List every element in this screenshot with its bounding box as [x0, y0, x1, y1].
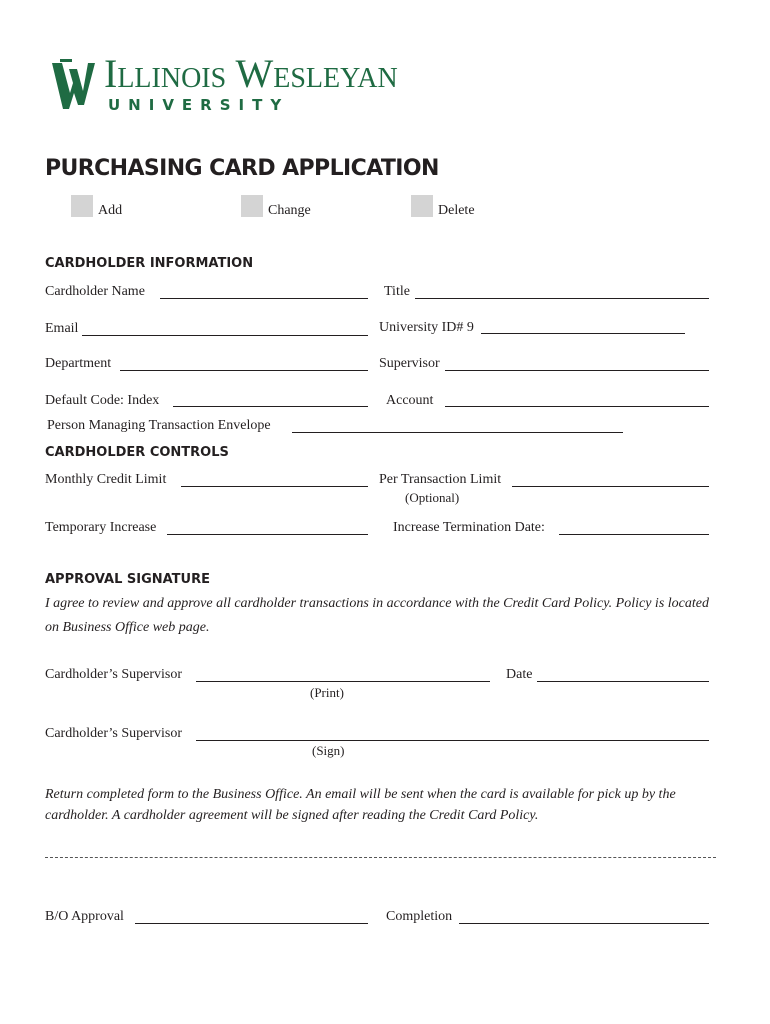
university-logo-mark [50, 57, 96, 109]
cardholder-name-label: Cardholder Name [45, 284, 145, 299]
cardholder-name-field[interactable] [160, 298, 368, 299]
approval-statement-line2: on Business Office web page. [45, 620, 210, 635]
university-id-label: University ID# 9 [379, 320, 474, 335]
email-label: Email [45, 321, 79, 336]
date-field[interactable] [537, 681, 709, 682]
per-transaction-limit-label: Per Transaction Limit [379, 472, 502, 487]
delete-checkbox[interactable] [411, 195, 433, 217]
title-field[interactable] [415, 298, 709, 299]
title-label: Title [384, 284, 410, 299]
optional-note: (Optional) [405, 490, 460, 505]
termination-date-label: Increase Termination Date: [393, 520, 545, 535]
termination-date-field[interactable] [559, 534, 709, 535]
department-label: Department [45, 356, 112, 371]
bo-approval-field[interactable] [135, 923, 368, 924]
approval-signature-heading: APPROVAL SIGNATURE [45, 572, 210, 587]
sign-note: (Sign) [312, 743, 345, 758]
account-label: Account [386, 393, 434, 408]
completion-field[interactable] [459, 923, 709, 924]
supervisor-print-label: Cardholder’s Supervisor [45, 667, 182, 682]
envelope-label: Person Managing Transaction Envelope [47, 418, 271, 433]
logo-university-name: Illinois Wesleyan [104, 51, 398, 96]
supervisor-label: Supervisor [379, 356, 440, 371]
date-label: Date [506, 667, 533, 682]
page-title: PURCHASING CARD APPLICATION [45, 156, 439, 181]
default-code-index-label: Default Code: Index [45, 393, 160, 408]
supervisor-signature-field[interactable] [196, 740, 709, 741]
delete-label: Delete [438, 203, 475, 218]
completion-label: Completion [386, 909, 453, 924]
change-label: Change [268, 203, 311, 218]
supervisor-field[interactable] [445, 370, 709, 371]
account-field[interactable] [445, 406, 709, 407]
department-field[interactable] [120, 370, 368, 371]
envelope-field[interactable] [292, 432, 623, 433]
return-note-line2: cardholder. A cardholder agreement will be signed after reading the Credit Card Policy. [45, 808, 539, 823]
change-checkbox[interactable] [241, 195, 263, 217]
add-checkbox[interactable] [71, 195, 93, 217]
return-note-line1: Return completed form to the Business Office. An email will be sent when the card is available for pick up by the [45, 787, 676, 802]
logo-university-word: UNIVERSITY [108, 96, 290, 114]
per-transaction-limit-field[interactable] [512, 486, 709, 487]
university-id-field[interactable] [481, 333, 685, 334]
email-field[interactable] [82, 335, 368, 336]
bo-approval-label: B/O Approval [45, 909, 124, 924]
monthly-credit-limit-label: Monthly Credit Limit [45, 472, 167, 487]
default-code-index-field[interactable] [173, 406, 368, 407]
cardholder-controls-heading: CARDHOLDER CONTROLS [45, 445, 229, 460]
add-label: Add [98, 203, 123, 218]
print-note: (Print) [310, 685, 344, 700]
approval-statement-line1: I agree to review and approve all cardholder transactions in accordance with the Credit Card Policy. Policy is located [45, 596, 709, 611]
supervisor-print-field[interactable] [196, 681, 490, 682]
temporary-increase-label: Temporary Increase [45, 520, 157, 535]
monthly-credit-limit-field[interactable] [181, 486, 368, 487]
supervisor-sign-label: Cardholder’s Supervisor [45, 726, 182, 741]
cardholder-information-heading: CARDHOLDER INFORMATION [45, 256, 254, 271]
temporary-increase-field[interactable] [167, 534, 368, 535]
cut-line-divider [45, 857, 716, 858]
